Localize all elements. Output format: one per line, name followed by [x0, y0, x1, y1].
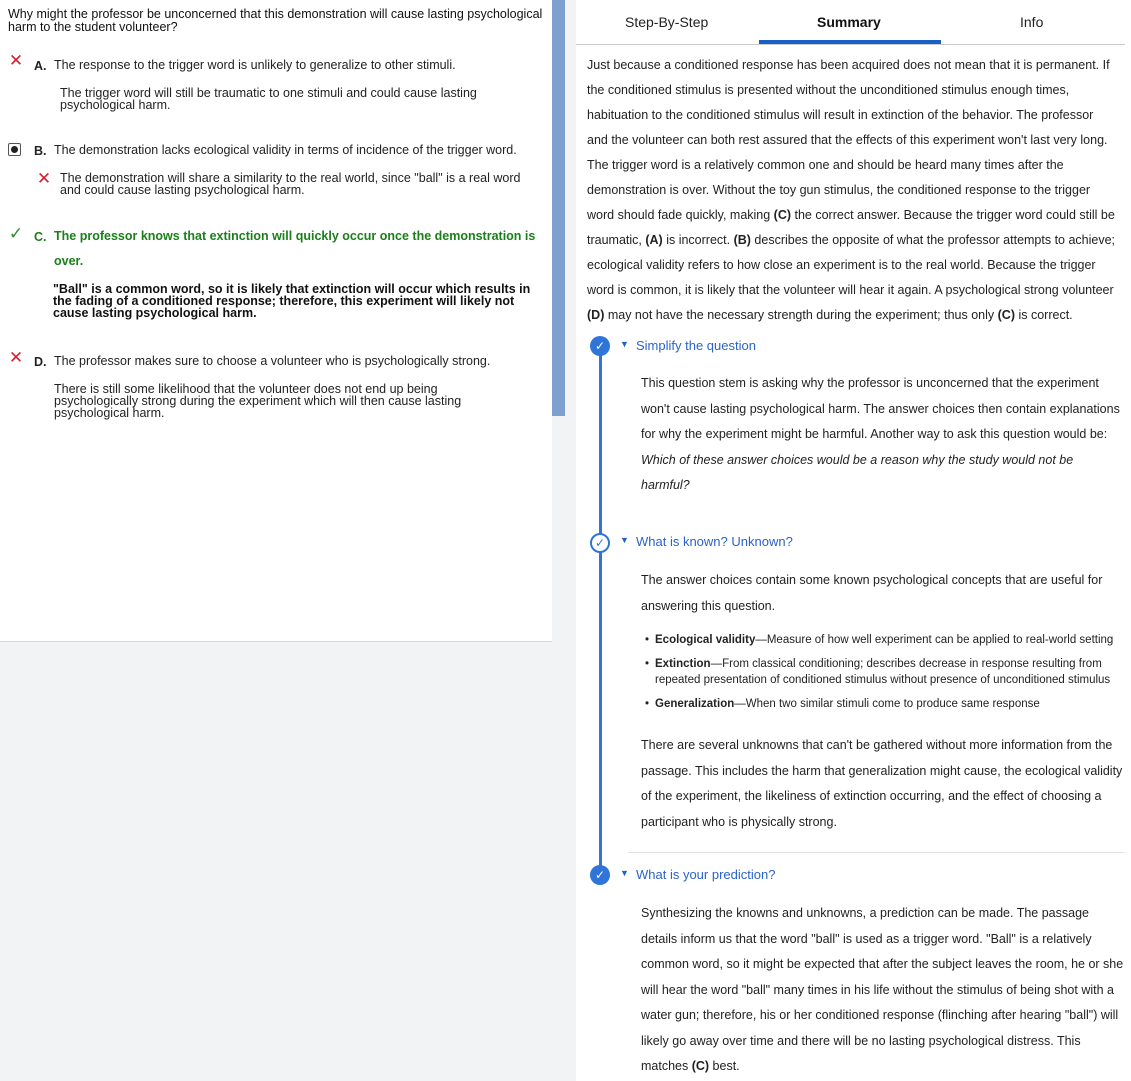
- step-title-simplify[interactable]: Simplify the question: [636, 338, 756, 353]
- list-item: • Ecological validity—Measure of how well experiment can be applied to real-world setting: [645, 632, 1125, 648]
- question-panel: [0, 0, 552, 642]
- option-explanation: The trigger word will still be traumatic to one stimuli and could cause lasting psychological harm.: [60, 86, 477, 112]
- caret-down-icon[interactable]: ▼: [620, 868, 629, 878]
- step-outro-known-unknown: There are several unknowns that can't be gathered without more information from the passage. This includes the harm that generalization might cause, the ecological validity of the experiment, the likeliness of extinction occurring, and the effect of choosing a participant who is physically strong.: [641, 738, 1123, 829]
- step-title-prediction[interactable]: What is your prediction?: [636, 867, 776, 882]
- tab-step-by-step[interactable]: Step-By-Step: [625, 14, 709, 30]
- step-body-simplify: This question stem is asking why the professor is unconcerned that the experiment won't cause lasting psychological harm. The answer choices then contain explanations for why the experiment might be harmful. Another way to ask this question would be: Which of these answer choices would be a reason why the study would not be harmful?: [641, 376, 1120, 492]
- caret-down-icon[interactable]: ▼: [620, 535, 629, 545]
- step-body-prediction: Synthesizing the knowns and unknowns, a prediction can be made. The passage details inform us that the word "ball" is used as a trigger word. "Ball" is a relatively common word, so it might be expected that after the subject leaves the room, he or she will hear the word "ball" many times in his life without the stimulus of being shot with a water gun; therefore, his or her conditioned response (flinching after hearing "ball") will likely go away over time and there will be no lasting psychological distress. This matches (C) best.: [641, 906, 1124, 1073]
- option-letter: B.: [34, 144, 47, 158]
- option-text: The professor knows that extinction will quickly occur once the demonstration is: [54, 229, 536, 243]
- summary-text: Just because a conditioned response has been acquired does not mean that it is permanent. If the conditioned stimulus is presented without the unconditioned stimulus enough times, habituation to the conditioned stimulus will result in extinction of the behavior. The professor and the volunteer can both rest assured that the effects of this experiment won't last very long. The trigger word is a relatively common one and should be heard many times after the demonstration is over. Without the toy gun stimulus, the conditioned response to the trigger word should fade quickly, making (C) the correct answer. Because the trigger word could still be traumatic, (A) is incorrect. (B) describes the opposite of what the professor attempts to achieve; ecological validity refers to how close an experiment is to the real world. Because the trigger word is common, it is likely that the volunteer will hear it again. A psychological strong volunteer (D) may not have the necessary strength during the experiment; thus only (C) is correct.: [587, 58, 1116, 322]
- divider: [628, 852, 1125, 853]
- option-letter: D.: [34, 355, 47, 369]
- incorrect-x-icon: ✕: [8, 348, 24, 367]
- caret-down-icon[interactable]: ▼: [620, 339, 629, 349]
- step-intro-known-unknown: The answer choices contain some known psychological concepts that are useful for answering this question.: [641, 573, 1103, 613]
- active-tab-indicator: [759, 40, 941, 44]
- tab-info[interactable]: Info: [1020, 14, 1044, 30]
- list-item: • Extinction—From classical conditioning; describes decrease in response resulting from repeated presentation of conditioned stimulus without presence of unconditioned stimulus: [645, 656, 1125, 688]
- option-letter: A.: [34, 59, 47, 73]
- selected-radio-icon[interactable]: [8, 143, 21, 156]
- concept-list: [645, 632, 1125, 720]
- step-title-known-unknown[interactable]: What is known? Unknown?: [636, 534, 793, 549]
- incorrect-x-icon: ✕: [8, 51, 24, 70]
- correct-check-icon: ✓: [8, 224, 24, 243]
- tab-summary[interactable]: Summary: [817, 14, 881, 30]
- step-complete-check-icon: ✓: [590, 336, 610, 356]
- option-text: The response to the trigger word is unlikely to generalize to other stimuli.: [54, 58, 456, 72]
- option-explanation: "Ball" is a common word, so it is likely that extinction will occur which results in the fading of a conditioned response; therefore, this experiment will likely not cause lasting psychological harm.: [53, 282, 531, 320]
- option-text-continued: over.: [54, 254, 84, 268]
- incorrect-x-icon: ✕: [36, 169, 52, 188]
- panel-resize-handle[interactable]: [552, 0, 565, 416]
- option-text: The professor makes sure to choose a volunteer who is psychologically strong.: [54, 354, 491, 368]
- option-text: The demonstration lacks ecological validity in terms of incidence of the trigger word.: [54, 143, 517, 157]
- step-outline-check-icon: ✓: [590, 533, 610, 553]
- option-letter: C.: [34, 230, 47, 244]
- step-complete-check-icon: ✓: [590, 865, 610, 885]
- option-explanation: There is still some likelihood that the volunteer does not end up being psychologically strong during the experiment which will then cause lasting psychological harm.: [54, 382, 462, 420]
- option-explanation: The demonstration will share a similarity to the real world, since "ball" is a real word and could cause lasting psychological harm.: [60, 171, 521, 197]
- tab-bar: [576, 0, 1125, 45]
- list-item: • Generalization—When two similar stimuli come to produce same response: [645, 696, 1125, 712]
- step-timeline: [599, 345, 602, 875]
- question-stem: Why might the professor be unconcerned that this demonstration will cause lasting psychological harm to the student volunteer?: [8, 7, 543, 34]
